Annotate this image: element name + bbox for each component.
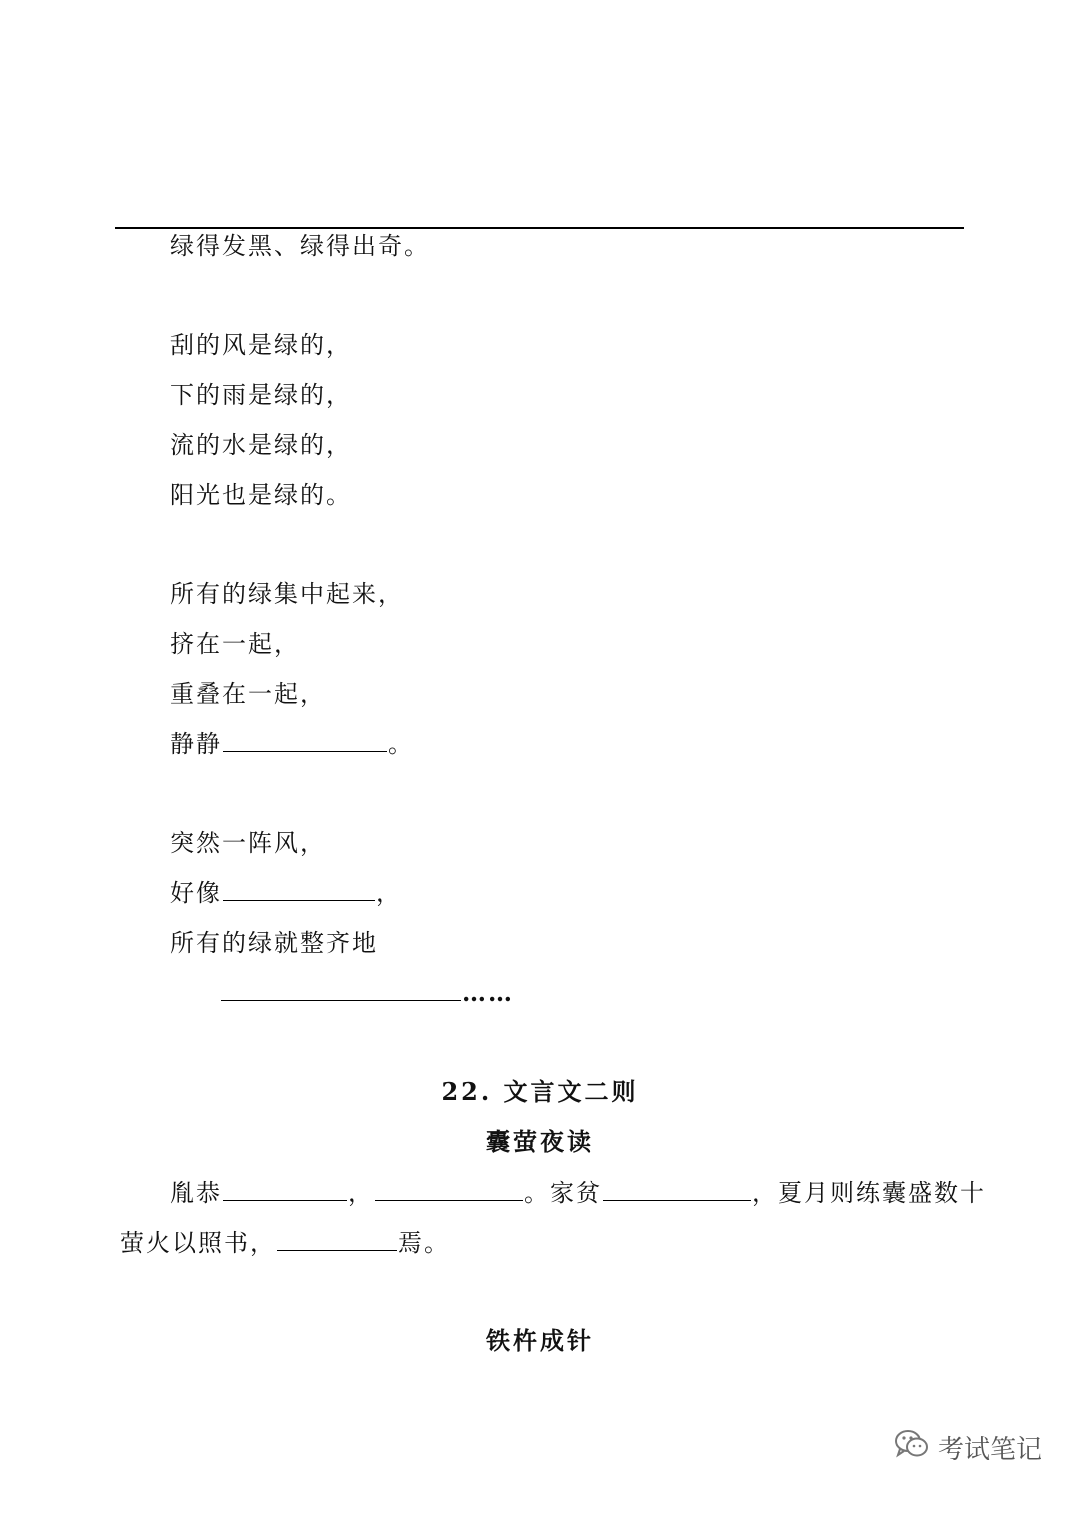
fill-blank[interactable] <box>221 978 461 1001</box>
wechat-icon <box>894 1428 930 1467</box>
line-text: 。 <box>388 730 414 758</box>
line-text: 萤火以照书， <box>120 1229 276 1257</box>
text-title: 囊萤夜读 <box>486 1127 594 1156</box>
poem-line: 刮的风是绿的， <box>170 331 352 359</box>
line-text: 好像 <box>170 879 222 907</box>
line-text: 焉。 <box>398 1229 450 1257</box>
line-text: 胤恭 <box>170 1179 222 1207</box>
watermark-text: 考试笔记 <box>938 1434 1043 1465</box>
line-text: ， <box>376 879 402 907</box>
text-title: 铁杵成针 <box>486 1326 594 1355</box>
poem-line: 挤在一起， <box>170 630 300 658</box>
poem-line-fill <box>170 729 414 759</box>
line-text: ，夏月则练囊盛数十 <box>752 1179 986 1207</box>
section-title: 22. 文言文二则 <box>441 1077 639 1106</box>
poem-line: 所有的绿集中起来， <box>170 580 404 608</box>
top-rule <box>115 227 964 229</box>
poem-line: 阳光也是绿的。 <box>170 481 352 509</box>
line-text: …… <box>462 978 514 1007</box>
fill-blank[interactable] <box>277 1228 397 1251</box>
line-text: 。家贫 <box>524 1179 602 1207</box>
fill-blank[interactable] <box>603 1178 751 1201</box>
line-text: ， <box>348 1179 374 1207</box>
fill-blank[interactable] <box>223 729 387 752</box>
poem-line-fill <box>220 978 514 1008</box>
poem-line: 突然一阵风， <box>170 829 326 857</box>
poem-line: 绿得发黑、绿得出奇。 <box>170 232 430 260</box>
poem-line: 下的雨是绿的， <box>170 381 352 409</box>
line-text: 静静 <box>170 730 222 758</box>
text-line-fill <box>120 1228 450 1258</box>
poem-line: 流的水是绿的， <box>170 431 352 459</box>
poem-line: 所有的绿就整齐地 <box>170 929 378 957</box>
text-line-fill <box>170 1178 986 1208</box>
fill-blank[interactable] <box>375 1178 523 1201</box>
fill-blank[interactable] <box>223 1178 347 1201</box>
fill-blank[interactable] <box>223 878 375 901</box>
poem-line: 重叠在一起， <box>170 680 326 708</box>
poem-line-fill <box>170 878 402 908</box>
watermark <box>894 1425 1042 1469</box>
